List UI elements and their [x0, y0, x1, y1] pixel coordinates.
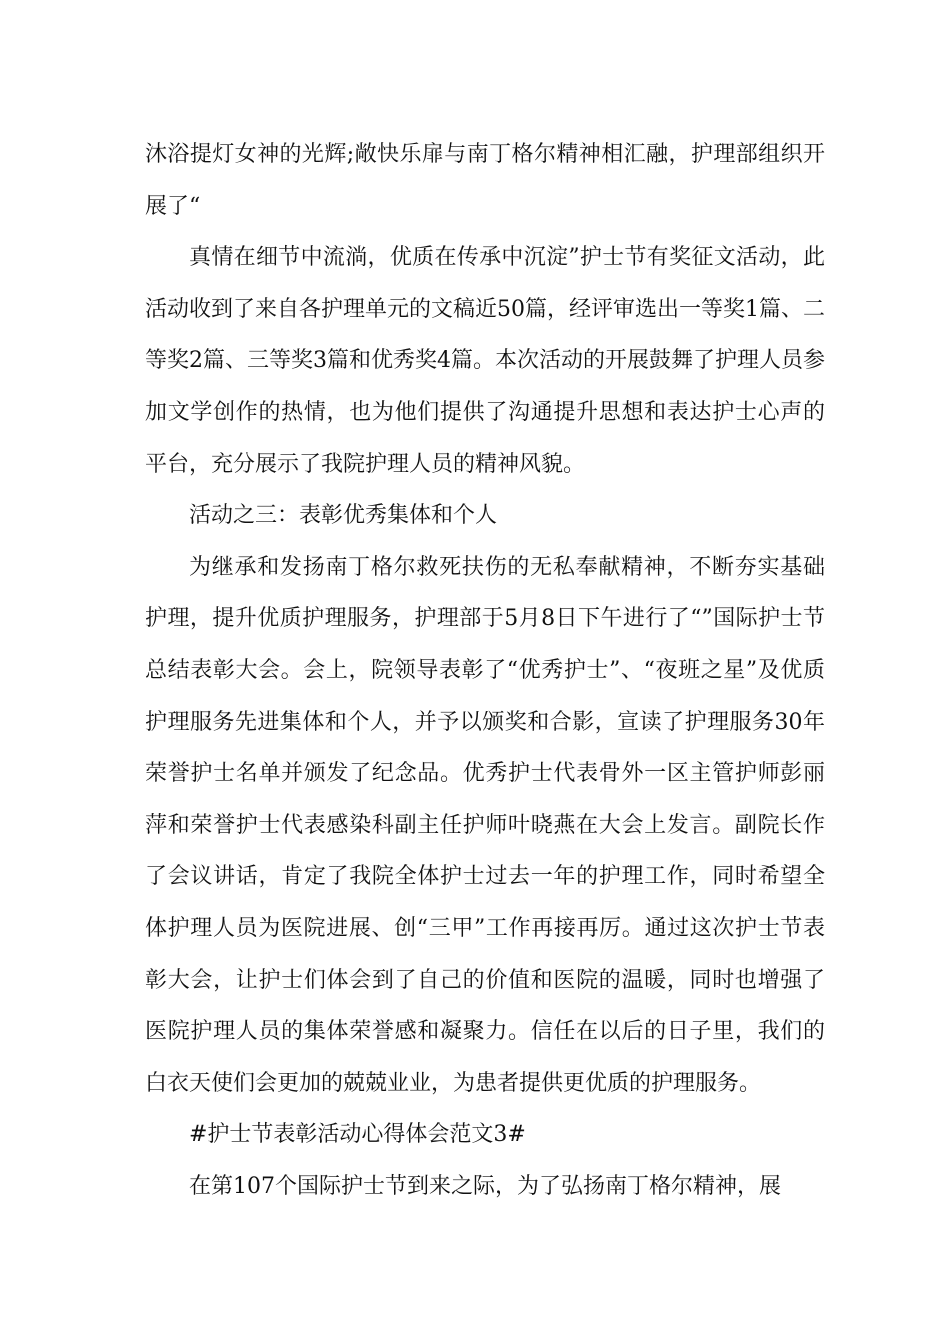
- paragraph-continuation: 沐浴提灯女神的光辉;敞快乐扉与南丁格尔精神相汇融，护理部组织开展了“: [145, 142, 825, 219]
- paragraph-sample-3-intro: 在第107个国际护士节到来之际，为了弘扬南丁格尔精神，展: [189, 1173, 781, 1199]
- document-body: [145, 129, 825, 1212]
- section-heading-activity-three: 活动之三：表彰优秀集体和个人: [189, 503, 498, 529]
- paragraph-essay-contest: 真情在细节中流淌，优质在传承中沉淀”护士节有奖征文活动，此活动收到了来自各护理单元的文稿近50篇，经评审选出一等奖1篇、二等奖2篇、三等奖3篇和优秀奖4篇。本次活动的开展鼓舞了护理人员参加文学创作的热情，也为他们提供了沟通提升思想和表达护士心声的平台，充分展示了我院护理人员的精神风貌。: [145, 245, 825, 477]
- paragraph-commendation-meeting: 为继承和发扬南丁格尔救死扶伤的无私奉献精神，不断夯实基础护理，提升优质护理服务，护理部于5月8日下午进行了“”国际护士节总结表彰大会。会上，院领导表彰了“优秀护士”、“夜班之星”及优质护理服务先进集体和个人，并予以颁奖和合影，宣读了护理服务30年荣誉护士名单并颁发了纪念品。优秀护士代表骨外一区主管护师彭丽萍和荣誉护士代表感染科副主任护师叶晓燕在大会上发言。副院长作了会议讲话，肯定了我院全体护士过去一年的护理工作，同时希望全体护理人员为医院进展、创“三甲”工作再接再厉。通过这次护士节表彰大会，让护士们体会到了自己的价值和医院的温暖，同时也增强了医院护理人员的集体荣誉感和凝聚力。信任在以后的日子里，我们的白衣天使们会更加的兢兢业业，为患者提供更优质的护理服务。: [145, 554, 825, 1096]
- section-heading-sample-3: #护士节表彰活动心得体会范文3#: [189, 1122, 526, 1148]
